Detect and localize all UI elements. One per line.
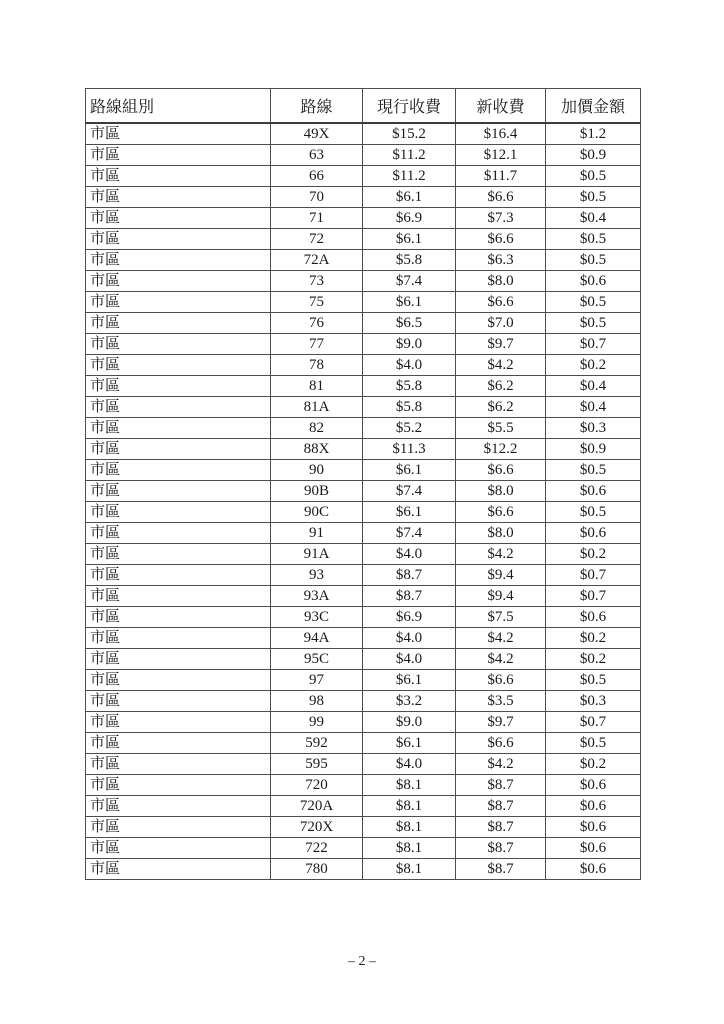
cell-current-fare: $6.9 bbox=[363, 607, 456, 628]
cell-increase: $0.5 bbox=[546, 187, 641, 208]
cell-increase: $0.6 bbox=[546, 481, 641, 502]
cell-route: 75 bbox=[271, 292, 363, 313]
cell-new-fare: $12.1 bbox=[456, 145, 546, 166]
table-header-row bbox=[86, 89, 641, 124]
cell-new-fare: $8.7 bbox=[456, 817, 546, 838]
cell-increase: $0.5 bbox=[546, 313, 641, 334]
cell-current-fare: $7.4 bbox=[363, 271, 456, 292]
cell-route-group: 市區 bbox=[86, 123, 271, 145]
cell-current-fare: $7.4 bbox=[363, 523, 456, 544]
table-row bbox=[86, 754, 641, 775]
cell-new-fare: $4.2 bbox=[456, 754, 546, 775]
header-current-fare: 現行收費 bbox=[363, 89, 456, 124]
cell-route: 90B bbox=[271, 481, 363, 502]
table-row bbox=[86, 565, 641, 586]
cell-current-fare: $6.9 bbox=[363, 208, 456, 229]
cell-increase: $0.6 bbox=[546, 817, 641, 838]
cell-increase: $0.5 bbox=[546, 229, 641, 250]
table-row bbox=[86, 775, 641, 796]
table-row bbox=[86, 292, 641, 313]
cell-route: 72A bbox=[271, 250, 363, 271]
cell-increase: $0.7 bbox=[546, 712, 641, 733]
cell-new-fare: $6.2 bbox=[456, 376, 546, 397]
table-row bbox=[86, 859, 641, 880]
cell-route: 722 bbox=[271, 838, 363, 859]
cell-route: 66 bbox=[271, 166, 363, 187]
page-number: – 2 – bbox=[348, 954, 376, 969]
cell-route-group: 市區 bbox=[86, 166, 271, 187]
cell-route-group: 市區 bbox=[86, 565, 271, 586]
cell-increase: $0.2 bbox=[546, 628, 641, 649]
cell-increase: $0.6 bbox=[546, 607, 641, 628]
cell-route: 720X bbox=[271, 817, 363, 838]
table-row bbox=[86, 418, 641, 439]
cell-new-fare: $7.3 bbox=[456, 208, 546, 229]
cell-route-group: 市區 bbox=[86, 187, 271, 208]
table-row bbox=[86, 817, 641, 838]
cell-current-fare: $6.1 bbox=[363, 502, 456, 523]
cell-current-fare: $8.7 bbox=[363, 586, 456, 607]
cell-increase: $0.3 bbox=[546, 418, 641, 439]
cell-increase: $0.5 bbox=[546, 733, 641, 754]
cell-route: 780 bbox=[271, 859, 363, 880]
cell-route-group: 市區 bbox=[86, 271, 271, 292]
cell-new-fare: $8.7 bbox=[456, 796, 546, 817]
cell-current-fare: $5.2 bbox=[363, 418, 456, 439]
cell-increase: $0.2 bbox=[546, 355, 641, 376]
cell-current-fare: $3.2 bbox=[363, 691, 456, 712]
cell-route-group: 市區 bbox=[86, 313, 271, 334]
table-row bbox=[86, 376, 641, 397]
cell-route-group: 市區 bbox=[86, 355, 271, 376]
header-route-group: 路線組別 bbox=[86, 89, 271, 124]
cell-current-fare: $4.0 bbox=[363, 649, 456, 670]
cell-route-group: 市區 bbox=[86, 481, 271, 502]
cell-current-fare: $9.0 bbox=[363, 334, 456, 355]
cell-increase: $0.7 bbox=[546, 334, 641, 355]
cell-new-fare: $9.7 bbox=[456, 334, 546, 355]
table-row bbox=[86, 250, 641, 271]
cell-new-fare: $5.5 bbox=[456, 418, 546, 439]
cell-route-group: 市區 bbox=[86, 859, 271, 880]
cell-route-group: 市區 bbox=[86, 334, 271, 355]
table-row bbox=[86, 712, 641, 733]
table-row bbox=[86, 187, 641, 208]
header-new-fare: 新收費 bbox=[456, 89, 546, 124]
cell-new-fare: $4.2 bbox=[456, 544, 546, 565]
cell-current-fare: $4.0 bbox=[363, 355, 456, 376]
cell-current-fare: $6.1 bbox=[363, 229, 456, 250]
cell-current-fare: $4.0 bbox=[363, 628, 456, 649]
cell-current-fare: $8.1 bbox=[363, 838, 456, 859]
cell-current-fare: $15.2 bbox=[363, 123, 456, 145]
table-row bbox=[86, 733, 641, 754]
cell-route-group: 市區 bbox=[86, 649, 271, 670]
cell-increase: $1.2 bbox=[546, 123, 641, 145]
cell-increase: $0.6 bbox=[546, 838, 641, 859]
cell-current-fare: $5.8 bbox=[363, 250, 456, 271]
cell-current-fare: $4.0 bbox=[363, 754, 456, 775]
cell-new-fare: $8.7 bbox=[456, 775, 546, 796]
table-row bbox=[86, 523, 641, 544]
cell-current-fare: $6.1 bbox=[363, 460, 456, 481]
cell-increase: $0.6 bbox=[546, 796, 641, 817]
cell-new-fare: $8.7 bbox=[456, 838, 546, 859]
cell-route: 98 bbox=[271, 691, 363, 712]
cell-current-fare: $8.1 bbox=[363, 817, 456, 838]
cell-increase: $0.5 bbox=[546, 670, 641, 691]
cell-route: 93C bbox=[271, 607, 363, 628]
cell-route: 93A bbox=[271, 586, 363, 607]
cell-route: 81A bbox=[271, 397, 363, 418]
cell-route-group: 市區 bbox=[86, 229, 271, 250]
table-row bbox=[86, 166, 641, 187]
cell-route: 73 bbox=[271, 271, 363, 292]
cell-route: 94A bbox=[271, 628, 363, 649]
table-row bbox=[86, 271, 641, 292]
cell-increase: $0.5 bbox=[546, 460, 641, 481]
cell-route-group: 市區 bbox=[86, 397, 271, 418]
cell-current-fare: $6.1 bbox=[363, 292, 456, 313]
cell-new-fare: $6.6 bbox=[456, 670, 546, 691]
cell-route-group: 市區 bbox=[86, 418, 271, 439]
cell-increase: $0.2 bbox=[546, 544, 641, 565]
cell-increase: $0.4 bbox=[546, 376, 641, 397]
cell-increase: $0.7 bbox=[546, 586, 641, 607]
cell-route-group: 市區 bbox=[86, 733, 271, 754]
cell-new-fare: $9.4 bbox=[456, 565, 546, 586]
cell-new-fare: $6.3 bbox=[456, 250, 546, 271]
cell-route: 81 bbox=[271, 376, 363, 397]
cell-route: 70 bbox=[271, 187, 363, 208]
cell-new-fare: $6.6 bbox=[456, 733, 546, 754]
cell-new-fare: $12.2 bbox=[456, 439, 546, 460]
cell-route: 71 bbox=[271, 208, 363, 229]
cell-increase: $0.3 bbox=[546, 691, 641, 712]
cell-new-fare: $8.7 bbox=[456, 859, 546, 880]
table-row bbox=[86, 796, 641, 817]
cell-increase: $0.5 bbox=[546, 292, 641, 313]
table-row bbox=[86, 313, 641, 334]
cell-route: 78 bbox=[271, 355, 363, 376]
cell-new-fare: $8.0 bbox=[456, 271, 546, 292]
cell-route: 91 bbox=[271, 523, 363, 544]
table-row bbox=[86, 481, 641, 502]
table-row bbox=[86, 460, 641, 481]
cell-route-group: 市區 bbox=[86, 250, 271, 271]
table-row bbox=[86, 397, 641, 418]
table-row bbox=[86, 670, 641, 691]
cell-route: 97 bbox=[271, 670, 363, 691]
cell-route: 720A bbox=[271, 796, 363, 817]
cell-route-group: 市區 bbox=[86, 292, 271, 313]
cell-new-fare: $9.4 bbox=[456, 586, 546, 607]
cell-new-fare: $6.6 bbox=[456, 187, 546, 208]
table-row bbox=[86, 502, 641, 523]
cell-new-fare: $3.5 bbox=[456, 691, 546, 712]
cell-current-fare: $6.1 bbox=[363, 733, 456, 754]
cell-new-fare: $6.6 bbox=[456, 292, 546, 313]
header-fare-increase: 加價金額 bbox=[546, 89, 641, 124]
cell-route: 49X bbox=[271, 123, 363, 145]
cell-increase: $0.4 bbox=[546, 208, 641, 229]
cell-route-group: 市區 bbox=[86, 439, 271, 460]
cell-route-group: 市區 bbox=[86, 145, 271, 166]
cell-route: 77 bbox=[271, 334, 363, 355]
cell-current-fare: $5.8 bbox=[363, 376, 456, 397]
cell-increase: $0.4 bbox=[546, 397, 641, 418]
cell-new-fare: $7.0 bbox=[456, 313, 546, 334]
cell-increase: $0.6 bbox=[546, 271, 641, 292]
cell-route-group: 市區 bbox=[86, 754, 271, 775]
cell-new-fare: $7.5 bbox=[456, 607, 546, 628]
table-row bbox=[86, 628, 641, 649]
cell-new-fare: $9.7 bbox=[456, 712, 546, 733]
cell-increase: $0.6 bbox=[546, 523, 641, 544]
cell-route-group: 市區 bbox=[86, 796, 271, 817]
cell-new-fare: $6.2 bbox=[456, 397, 546, 418]
table-row bbox=[86, 145, 641, 166]
table-row bbox=[86, 607, 641, 628]
table-row bbox=[86, 208, 641, 229]
cell-new-fare: $8.0 bbox=[456, 481, 546, 502]
cell-current-fare: $11.2 bbox=[363, 145, 456, 166]
cell-current-fare: $9.0 bbox=[363, 712, 456, 733]
cell-increase: $0.6 bbox=[546, 775, 641, 796]
header-route: 路線 bbox=[271, 89, 363, 124]
cell-new-fare: $6.6 bbox=[456, 229, 546, 250]
cell-route-group: 市區 bbox=[86, 502, 271, 523]
cell-new-fare: $4.2 bbox=[456, 628, 546, 649]
cell-route: 95C bbox=[271, 649, 363, 670]
cell-current-fare: $8.1 bbox=[363, 796, 456, 817]
table-row bbox=[86, 586, 641, 607]
cell-route: 76 bbox=[271, 313, 363, 334]
cell-increase: $0.5 bbox=[546, 502, 641, 523]
cell-route-group: 市區 bbox=[86, 691, 271, 712]
cell-increase: $0.9 bbox=[546, 145, 641, 166]
table-row bbox=[86, 649, 641, 670]
cell-route: 720 bbox=[271, 775, 363, 796]
cell-route-group: 市區 bbox=[86, 628, 271, 649]
cell-route: 90 bbox=[271, 460, 363, 481]
cell-route: 63 bbox=[271, 145, 363, 166]
cell-route: 99 bbox=[271, 712, 363, 733]
cell-new-fare: $11.7 bbox=[456, 166, 546, 187]
cell-increase: $0.7 bbox=[546, 565, 641, 586]
cell-route: 91A bbox=[271, 544, 363, 565]
cell-increase: $0.5 bbox=[546, 250, 641, 271]
cell-current-fare: $6.1 bbox=[363, 187, 456, 208]
table-row bbox=[86, 123, 641, 145]
cell-increase: $0.2 bbox=[546, 649, 641, 670]
cell-current-fare: $6.1 bbox=[363, 670, 456, 691]
cell-route-group: 市區 bbox=[86, 460, 271, 481]
cell-new-fare: $6.6 bbox=[456, 502, 546, 523]
table-row bbox=[86, 355, 641, 376]
cell-increase: $0.9 bbox=[546, 439, 641, 460]
table-row bbox=[86, 544, 641, 565]
cell-current-fare: $6.5 bbox=[363, 313, 456, 334]
cell-route-group: 市區 bbox=[86, 544, 271, 565]
cell-route: 595 bbox=[271, 754, 363, 775]
cell-current-fare: $11.3 bbox=[363, 439, 456, 460]
table-row bbox=[86, 838, 641, 859]
cell-route: 88X bbox=[271, 439, 363, 460]
cell-route: 72 bbox=[271, 229, 363, 250]
cell-route: 93 bbox=[271, 565, 363, 586]
fare-table bbox=[85, 88, 641, 880]
table-row bbox=[86, 229, 641, 250]
cell-current-fare: $8.1 bbox=[363, 859, 456, 880]
cell-route-group: 市區 bbox=[86, 208, 271, 229]
cell-new-fare: $8.0 bbox=[456, 523, 546, 544]
table-row bbox=[86, 691, 641, 712]
cell-current-fare: $4.0 bbox=[363, 544, 456, 565]
cell-increase: $0.2 bbox=[546, 754, 641, 775]
cell-route-group: 市區 bbox=[86, 712, 271, 733]
table-row bbox=[86, 334, 641, 355]
cell-current-fare: $8.7 bbox=[363, 565, 456, 586]
cell-route-group: 市區 bbox=[86, 838, 271, 859]
cell-current-fare: $11.2 bbox=[363, 166, 456, 187]
cell-increase: $0.5 bbox=[546, 166, 641, 187]
cell-current-fare: $7.4 bbox=[363, 481, 456, 502]
table-row bbox=[86, 439, 641, 460]
cell-new-fare: $4.2 bbox=[456, 649, 546, 670]
cell-increase: $0.6 bbox=[546, 859, 641, 880]
cell-new-fare: $6.6 bbox=[456, 460, 546, 481]
cell-route-group: 市區 bbox=[86, 817, 271, 838]
cell-route-group: 市區 bbox=[86, 523, 271, 544]
cell-current-fare: $8.1 bbox=[363, 775, 456, 796]
cell-route-group: 市區 bbox=[86, 586, 271, 607]
cell-new-fare: $16.4 bbox=[456, 123, 546, 145]
cell-route: 90C bbox=[271, 502, 363, 523]
cell-new-fare: $4.2 bbox=[456, 355, 546, 376]
cell-route-group: 市區 bbox=[86, 607, 271, 628]
cell-route: 592 bbox=[271, 733, 363, 754]
cell-route-group: 市區 bbox=[86, 670, 271, 691]
cell-route-group: 市區 bbox=[86, 775, 271, 796]
cell-route-group: 市區 bbox=[86, 376, 271, 397]
cell-route: 82 bbox=[271, 418, 363, 439]
cell-current-fare: $5.8 bbox=[363, 397, 456, 418]
